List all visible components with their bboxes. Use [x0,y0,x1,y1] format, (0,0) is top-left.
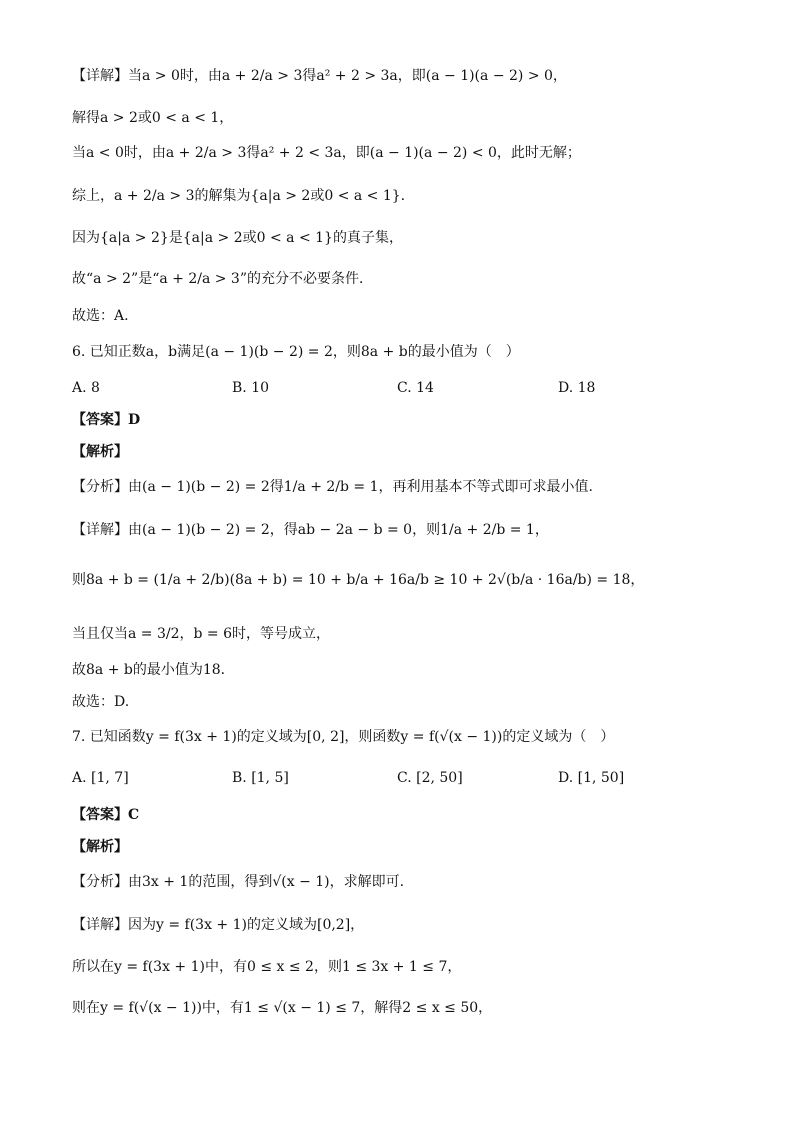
solution-line: 因为{a|a > 2}是{a|a > 2或0 < a < 1}的真子集， [72,230,403,246]
option-b: B. [1, 5] [232,770,289,786]
question-6: 6. 已知正数a，b满足(a − 1)(b − 2) = 2，则8a + b的最小值为（ ） [72,344,520,360]
solution-line: 故“a > 2”是“a + 2/a > 3”的充分不必要条件． [72,271,373,287]
option-c: C. [2, 50] [397,770,463,786]
analysis-label: 【解析】 [72,839,128,855]
answer-label: 【答案】D [72,412,141,428]
analysis-line: 【分析】由(a − 1)(b − 2) = 2得1/a + 2/b = 1，再利用基本不等式即可求最小值. [72,479,593,495]
answer-label: 【答案】C [72,807,140,823]
option-a: A. 8 [72,380,100,396]
detail-line: 故选：D. [72,694,130,710]
solution-line: 解得a > 2或0 < a < 1， [72,110,234,126]
detail-line: 【详解】因为y = f(3x + 1)的定义域为[0,2]， [72,917,365,933]
option-d: D. 18 [558,380,596,396]
detail-line: 所以在y = f(3x + 1)中，有0 ≤ x ≤ 2，则1 ≤ 3x + 1 ≤ 7， [72,959,462,975]
analysis-line: 【分析】由3x + 1的范围，得到√(x − 1)，求解即可. [72,874,405,890]
solution-line: 综上，a + 2/a > 3的解集为{a|a > 2或0 < a < 1}. [72,188,406,204]
detail-line: 故8a + b的最小值为18． [72,662,235,678]
solution-line: 【详解】当a > 0时，由a + 2/a > 3得a² + 2 > 3a，即(a − 1)(a − 2) > 0， [72,68,567,84]
analysis-label: 【解析】 [72,444,128,460]
detail-line: 当且仅当a = 3/2，b = 6时，等号成立， [72,626,331,642]
option-a: A. [1, 7] [72,770,129,786]
solution-line: 当a < 0时，由a + 2/a > 3得a² + 2 < 3a，即(a − 1)(a − 2) < 0，此时无解； [72,145,581,161]
detail-line: 【详解】由(a − 1)(b − 2) = 2，得ab − 2a − b = 0，则1/a + 2/b = 1， [72,522,549,538]
option-c: C. 14 [397,380,434,396]
option-b: B. 10 [232,380,270,396]
detail-line: 则在y = f(√(x − 1))中，有1 ≤ √(x − 1) ≤ 7，解得2 ≤ x ≤ 50， [72,1000,493,1016]
detail-line: 则8a + b = (1/a + 2/b)(8a + b) = 10 + b/a + 16a/b ≥ 10 + 2√(b/a · 16a/b) = 18， [72,572,645,588]
solution-line: 故选：A. [72,308,129,324]
option-d: D. [1, 50] [558,770,625,786]
question-7: 7. 已知函数y = f(3x + 1)的定义域为[0, 2]，则函数y = f(√(x − 1))的定义域为（ ） [72,729,615,745]
